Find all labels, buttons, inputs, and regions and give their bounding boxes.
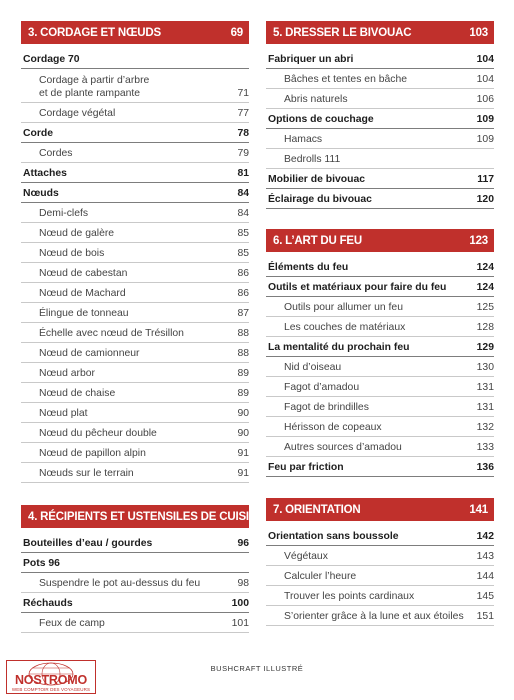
entry-label: Cordage 70 xyxy=(23,54,80,65)
entry-label: Calculer l’heure xyxy=(284,571,357,582)
toc-right-column xyxy=(266,21,494,626)
toc-subentry xyxy=(21,203,249,223)
toc-subentry xyxy=(266,317,494,337)
toc-subentry xyxy=(266,297,494,317)
entry-label: Nœud de papillon alpin xyxy=(39,448,146,459)
entry-page: 131 xyxy=(476,382,494,393)
entry-label: Cordage végétal xyxy=(39,108,116,119)
nostromo-logo xyxy=(6,660,96,694)
entry-page: 142 xyxy=(476,531,494,542)
entry-label: Options de couchage xyxy=(268,114,374,125)
entry-page: 106 xyxy=(476,94,494,105)
entry-label: Nœud de chaise xyxy=(39,388,116,399)
entry-label: Trouver les points cardinaux xyxy=(284,591,415,602)
entry-page: 145 xyxy=(476,591,494,602)
toc-subentry xyxy=(21,283,249,303)
entry-page: 77 xyxy=(237,108,249,119)
section-4-entries xyxy=(21,533,249,633)
entry-label: Mobilier de bivouac xyxy=(268,174,365,185)
section-page: 69 xyxy=(230,26,243,39)
entry-label: Pots 96 xyxy=(23,558,60,569)
toc-entry xyxy=(266,337,494,357)
entry-page: 151 xyxy=(476,611,494,622)
entry-label: Nœud de bois xyxy=(39,248,105,259)
entry-page: 78 xyxy=(237,128,249,139)
toc-subentry xyxy=(266,149,494,169)
toc-entry xyxy=(266,457,494,477)
entry-page: 124 xyxy=(476,282,494,293)
toc-subentry xyxy=(21,303,249,323)
toc-entry xyxy=(21,163,249,183)
entry-page: 89 xyxy=(237,368,249,379)
entry-page: 136 xyxy=(476,462,494,473)
section-header xyxy=(266,229,494,252)
section-title: 6. L’ART DU FEU xyxy=(273,234,363,247)
section-page: 141 xyxy=(469,503,488,516)
entry-page: 71 xyxy=(237,88,249,99)
toc-entry xyxy=(266,169,494,189)
section-header xyxy=(21,505,265,528)
entry-page: 128 xyxy=(476,322,494,333)
toc-subentry xyxy=(21,323,249,343)
entry-label: Nœud plat xyxy=(39,408,88,419)
entry-page: 131 xyxy=(476,402,494,413)
page-footer: BUSHCRAFT ILLUSTRÉ xyxy=(210,664,304,673)
toc-subentry xyxy=(21,573,249,593)
section-5-entries xyxy=(266,49,494,209)
entry-page: 91 xyxy=(237,468,249,479)
toc-left-column xyxy=(21,21,265,633)
entry-label: Hérisson de copeaux xyxy=(284,422,382,433)
entry-label: Cordes xyxy=(39,148,73,159)
toc-section-5 xyxy=(266,21,494,209)
entry-label: Nœud de galère xyxy=(39,228,115,239)
entry-label: Cordage à partir d’arbre et de plante rampante xyxy=(39,75,150,99)
toc-subentry xyxy=(266,377,494,397)
toc-subentry xyxy=(266,89,494,109)
toc-subentry xyxy=(266,546,494,566)
toc-section-4 xyxy=(21,505,265,633)
entry-label: Fagot de brindilles xyxy=(284,402,369,413)
entry-label: Demi-clefs xyxy=(39,208,89,219)
toc-subentry xyxy=(21,383,249,403)
entry-label: Élingue de tonneau xyxy=(39,308,129,319)
section-7-entries xyxy=(266,526,494,626)
entry-label: Feux de camp xyxy=(39,618,105,629)
entry-label: Feu par friction xyxy=(268,462,344,473)
entry-label: Corde xyxy=(23,128,54,139)
toc-subentry xyxy=(21,243,249,263)
toc-entry xyxy=(266,277,494,297)
entry-page: 109 xyxy=(476,114,494,125)
toc-subentry xyxy=(266,357,494,377)
toc-subentry xyxy=(21,343,249,363)
entry-page: 132 xyxy=(476,422,494,433)
entry-label: Bouteilles d’eau / gourdes xyxy=(23,538,153,549)
entry-label: Les couches de matériaux xyxy=(284,322,406,333)
entry-page: 144 xyxy=(476,571,494,582)
entry-label: Outils et matériaux pour faire du feu xyxy=(268,282,447,293)
entry-page: 84 xyxy=(237,188,249,199)
entry-page: 104 xyxy=(476,74,494,85)
toc-subentry xyxy=(266,437,494,457)
section-title: 3. CORDAGE ET NŒUDS xyxy=(28,26,161,39)
entry-label: Outils pour allumer un feu xyxy=(284,302,403,313)
section-header xyxy=(266,21,494,44)
entry-label: Bedrolls 111 xyxy=(284,154,341,165)
entry-page: 129 xyxy=(476,342,494,353)
entry-page: 88 xyxy=(237,348,249,359)
toc-section-3 xyxy=(21,21,249,483)
entry-label: Autres sources d’amadou xyxy=(284,442,402,453)
toc-subentry xyxy=(21,223,249,243)
entry-page: 88 xyxy=(237,328,249,339)
toc-subentry xyxy=(21,613,249,633)
toc-entry xyxy=(21,49,249,69)
toc-entry xyxy=(21,123,249,143)
entry-page: 125 xyxy=(476,302,494,313)
entry-label: Nœud de camionneur xyxy=(39,348,140,359)
entry-label: Végétaux xyxy=(284,551,328,562)
entry-label: Fabriquer un abri xyxy=(268,54,354,65)
entry-label: La mentalité du prochain feu xyxy=(268,342,410,353)
logo-name: NOSTROMO xyxy=(14,673,87,687)
toc-entry xyxy=(21,533,249,553)
toc-subentry xyxy=(21,423,249,443)
entry-page: 98 xyxy=(237,578,249,589)
entry-label: Bâches et tentes en bâche xyxy=(284,74,408,85)
entry-label: Nid d’oiseau xyxy=(284,362,342,373)
entry-page: 91 xyxy=(237,448,249,459)
entry-label: Orientation sans boussole xyxy=(268,531,399,542)
toc-subentry xyxy=(266,566,494,586)
entry-page: 90 xyxy=(237,408,249,419)
toc-subentry xyxy=(21,263,249,283)
toc-subentry xyxy=(266,417,494,437)
toc-subentry xyxy=(266,606,494,626)
entry-page: 124 xyxy=(476,262,494,273)
entry-page: 100 xyxy=(231,598,249,609)
section-header xyxy=(21,21,249,44)
toc-entry xyxy=(266,109,494,129)
entry-label: Abris naturels xyxy=(284,94,348,105)
toc-entry xyxy=(266,526,494,546)
toc-subentry xyxy=(21,363,249,383)
entry-label: Éclairage du bivouac xyxy=(268,194,372,205)
toc-subentry xyxy=(21,403,249,423)
section-title: 5. DRESSER LE BIVOUAC xyxy=(273,26,412,39)
toc-subentry xyxy=(266,397,494,417)
entry-page: 120 xyxy=(476,194,494,205)
entry-label: Nœud du pêcheur double xyxy=(39,428,157,439)
section-6-entries xyxy=(266,257,494,477)
entry-page: 79 xyxy=(237,148,249,159)
entry-label: Nœuds xyxy=(23,188,59,199)
entry-label: Échelle avec nœud de Trésillon xyxy=(39,328,184,339)
toc-section-7 xyxy=(266,498,494,626)
entry-label: Suspendre le pot au-dessus du feu xyxy=(39,578,201,589)
entry-label: Nœud de Machard xyxy=(39,288,126,299)
entry-page: 86 xyxy=(237,288,249,299)
entry-label: Nœuds sur le terrain xyxy=(39,468,134,479)
toc-entry xyxy=(21,593,249,613)
entry-page: 89 xyxy=(237,388,249,399)
entry-page: 86 xyxy=(237,268,249,279)
section-page: 103 xyxy=(469,26,488,39)
toc-subentry xyxy=(21,143,249,163)
section-title: 4. RÉCIPIENTS ET USTENSILES DE CUISINE xyxy=(28,510,265,523)
entry-label: Réchauds xyxy=(23,598,73,609)
entry-page: 130 xyxy=(476,362,494,373)
toc-subentry xyxy=(21,69,249,103)
entry-page: 143 xyxy=(476,551,494,562)
toc-subentry xyxy=(266,129,494,149)
toc-subentry xyxy=(266,69,494,89)
entry-label: Attaches xyxy=(23,168,67,179)
entry-page: 85 xyxy=(237,248,249,259)
entry-page: 104 xyxy=(476,54,494,65)
entry-label: Éléments du feu xyxy=(268,262,349,273)
toc-section-6 xyxy=(266,229,494,477)
toc-entry xyxy=(266,189,494,209)
entry-page: 109 xyxy=(476,134,494,145)
toc-subentry xyxy=(21,443,249,463)
entry-page: 101 xyxy=(231,618,249,629)
entry-label: Nœud de cabestan xyxy=(39,268,128,279)
entry-label: Nœud arbor xyxy=(39,368,96,379)
section-3-entries xyxy=(21,49,249,483)
toc-subentry xyxy=(266,586,494,606)
entry-page: 133 xyxy=(476,442,494,453)
toc-entry xyxy=(266,49,494,69)
toc-entry xyxy=(21,183,249,203)
section-page: 123 xyxy=(469,234,488,247)
entry-page: 90 xyxy=(237,428,249,439)
toc-subentry xyxy=(21,463,249,483)
toc-subentry xyxy=(21,103,249,123)
entry-page: 84 xyxy=(237,208,249,219)
entry-page: 85 xyxy=(237,228,249,239)
entry-label: Hamacs xyxy=(284,134,323,145)
entry-page: 81 xyxy=(237,168,249,179)
entry-page: 87 xyxy=(237,308,249,319)
logo-tagline: WEB COMPTOIR DES VOYAGEURS xyxy=(11,687,91,692)
entry-label: S’orienter grâce à la lune et aux étoiles xyxy=(284,611,464,622)
section-title: 7. ORIENTATION xyxy=(273,503,361,516)
entry-label: Fagot d’amadou xyxy=(284,382,360,393)
section-header xyxy=(266,498,494,521)
toc-entry xyxy=(266,257,494,277)
entry-page: 96 xyxy=(237,538,249,549)
toc-entry xyxy=(21,553,249,573)
entry-page: 117 xyxy=(477,174,494,185)
